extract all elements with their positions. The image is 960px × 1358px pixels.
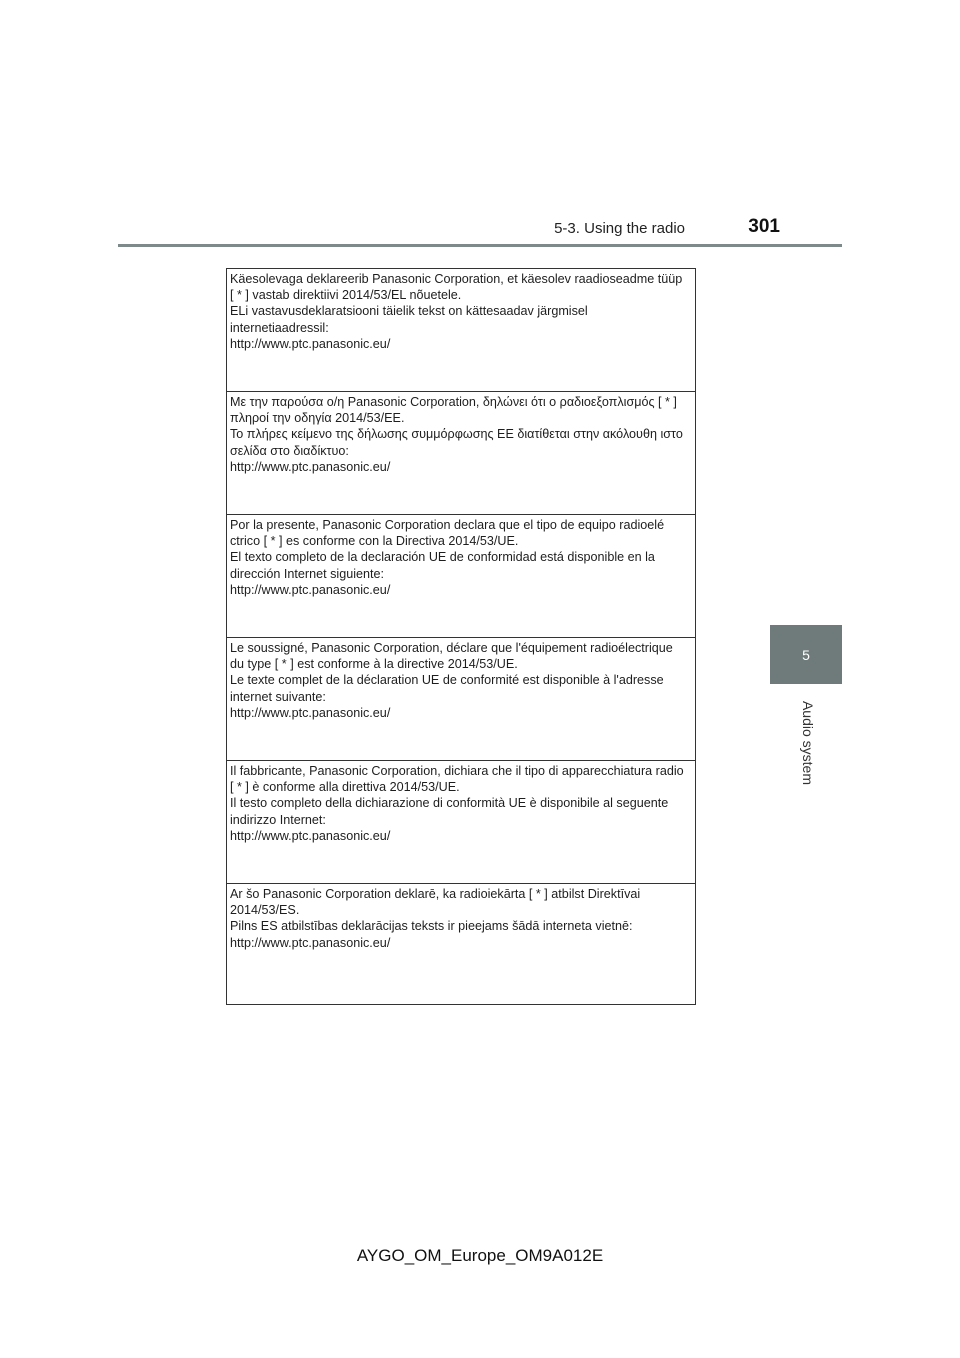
page-number: 301	[748, 216, 780, 237]
declaration-line: Το πλήρες κείμενο της δήλωσης συμμόρφωσης ΕΕ διατίθεται στην ακόλουθη ιστο	[230, 427, 683, 442]
document-code: AYGO_OM_Europe_OM9A012E	[356, 1246, 604, 1265]
declaration-cell-fr	[227, 638, 695, 761]
declaration-line: 2014/53/ES.	[230, 903, 300, 918]
declaration-line: [ * ] è conforme alla direttiva 2014/53/UE.	[230, 780, 460, 795]
declaration-line: Il fabbricante, Panasonic Corporation, dichiara che il tipo di apparecchiatura radio	[230, 764, 684, 778]
declaration-cell-el	[227, 392, 695, 515]
declaration-cell-lv	[227, 884, 695, 1004]
declaration-line: Pilns ES atbilstības deklarācijas teksts ir pieejams šādā interneta vietnē:	[230, 919, 633, 934]
header-divider	[118, 244, 842, 247]
chapter-number: 5	[802, 646, 810, 663]
declaration-line: Le texte complet de la déclaration UE de conformité est disponible à l'adresse	[230, 673, 664, 688]
declaration-line: dirección Internet siguiente:	[230, 566, 385, 581]
declaration-line: internetiaadressil:	[230, 320, 329, 335]
declaration-line: πληροί την οδηγία 2014/53/ΕΕ.	[230, 411, 405, 426]
declaration-line: internet suivante:	[230, 689, 326, 704]
declaration-line: indirizzo Internet:	[230, 812, 326, 827]
chapter-title: Audio system	[800, 700, 816, 786]
declaration-line: Käesolevaga deklareerib Panasonic Corporation, et käesolev raadioseadme tüüp	[230, 272, 683, 286]
declaration-line: ctrico [ * ] es conforme con la Directiva 2014/53/UE.	[230, 534, 519, 549]
declaration-url[interactable]: http://www.ptc.panasonic.eu/	[230, 935, 391, 950]
declaration-line: Ar šo Panasonic Corporation deklarē, ka radioiekārta [ * ] atbilst Direktīvai	[230, 887, 641, 901]
declaration-line: [ * ] vastab direktiivi 2014/53/EL nõuetele.	[230, 288, 462, 303]
declaration-line: Le soussigné, Panasonic Corporation, déclare que l'équipement radioélectrique	[230, 641, 673, 655]
declaration-cell-es	[227, 515, 695, 638]
declaration-cell-it	[227, 761, 695, 884]
declaration-url[interactable]: http://www.ptc.panasonic.eu/	[230, 828, 391, 843]
declaration-line: Il testo completo della dichiarazione di conformità UE è disponibile al seguente	[230, 796, 669, 811]
declaration-url[interactable]: http://www.ptc.panasonic.eu/	[230, 459, 391, 474]
declaration-line: ELi vastavusdeklaratsiooni täielik tekst on kättesaadav järgmisel	[230, 304, 588, 319]
declaration-line: σελίδα στο διαδίκτυο:	[230, 443, 349, 458]
declaration-url[interactable]: http://www.ptc.panasonic.eu/	[230, 582, 391, 597]
declaration-url[interactable]: http://www.ptc.panasonic.eu/	[230, 705, 391, 720]
declaration-line: El texto completo de la declaración UE de conformidad está disponible en la	[230, 550, 655, 565]
declaration-line: Με την παρούσα ο/η Panasonic Corporation, δηλώνει ότι ο ραδιοεξοπλισμός [ * ]	[230, 395, 677, 409]
declaration-url[interactable]: http://www.ptc.panasonic.eu/	[230, 336, 391, 351]
declaration-table	[226, 268, 696, 1005]
declaration-line: du type [ * ] est conforme à la directive 2014/53/UE.	[230, 657, 518, 672]
declaration-line: Por la presente, Panasonic Corporation declara que el tipo de equipo radioelé	[230, 518, 665, 532]
declaration-cell-et	[227, 269, 695, 392]
section-title: 5-3. Using the radio	[554, 220, 685, 237]
